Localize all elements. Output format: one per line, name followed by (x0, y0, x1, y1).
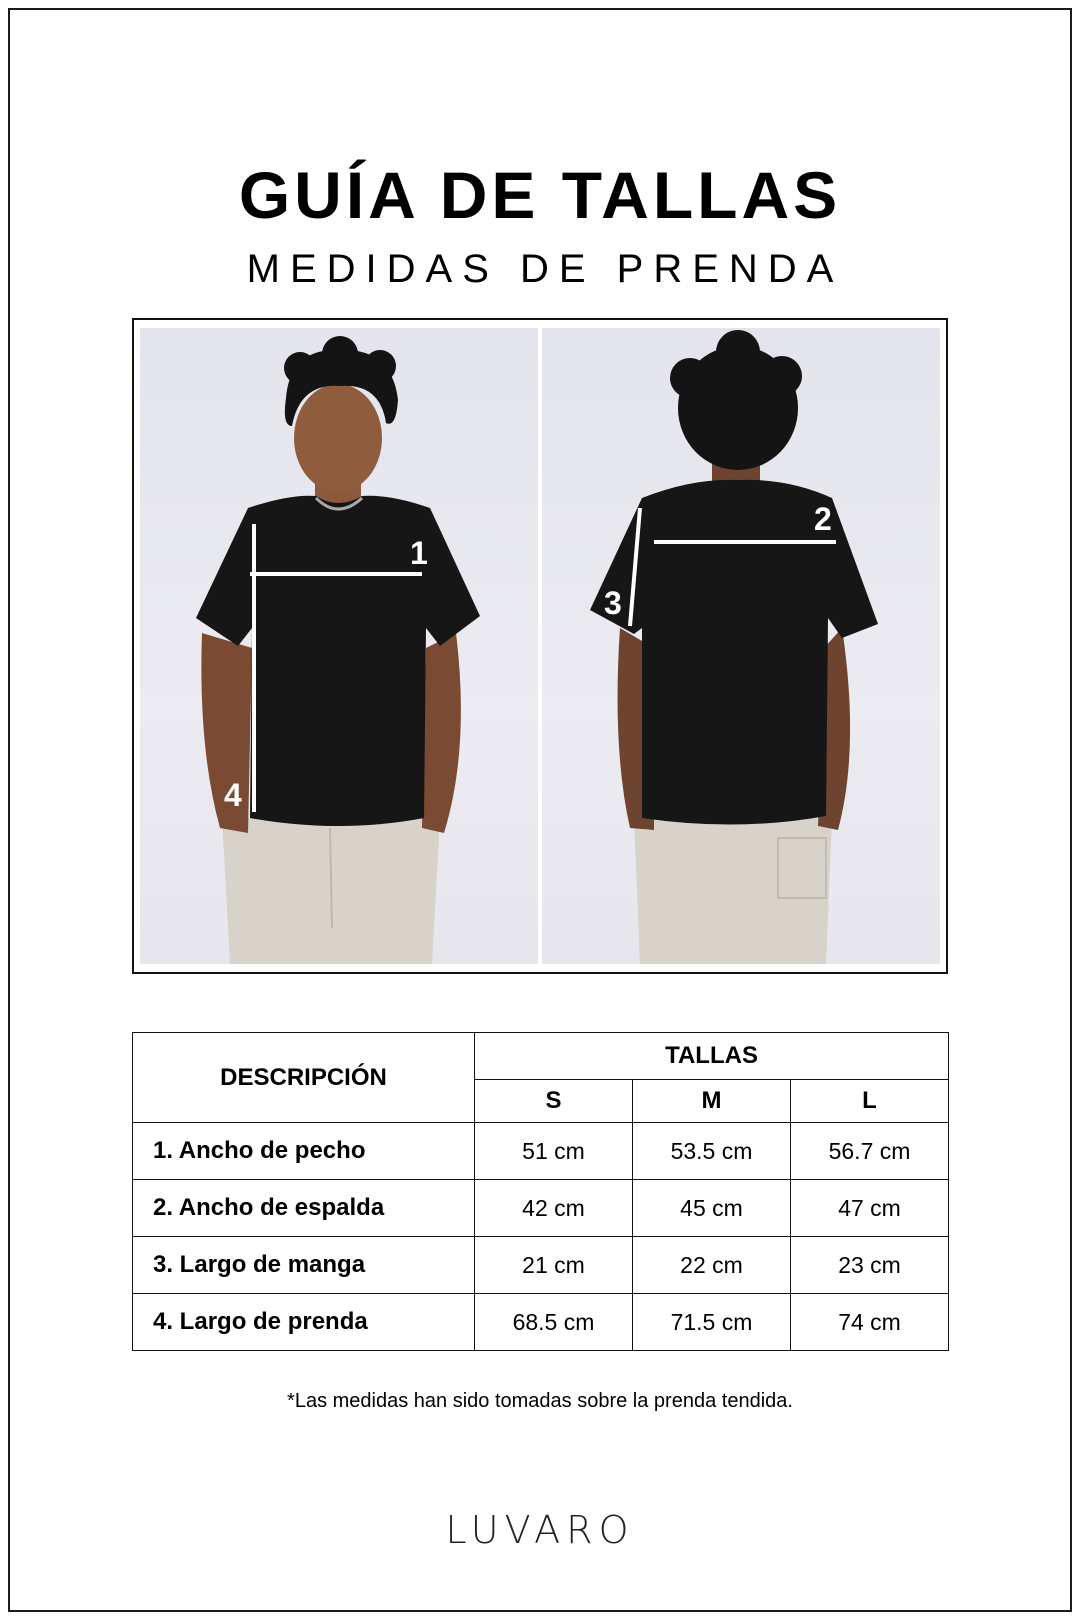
measure-label-3: 3 (604, 585, 622, 621)
row-label: 2. Ancho de espalda (133, 1180, 475, 1237)
table-row (133, 1237, 949, 1294)
back-view-photo (542, 328, 940, 964)
table-row (133, 1294, 949, 1351)
page-subtitle: MEDIDAS DE PRENDA (246, 247, 844, 291)
cell-value: 51 cm (475, 1123, 633, 1180)
cell-value: 56.7 cm (791, 1123, 949, 1180)
cell-value: 21 cm (475, 1237, 633, 1294)
model-photos (132, 318, 948, 974)
row-label: 1. Ancho de pecho (133, 1123, 475, 1180)
measure-label-4: 4 (224, 777, 242, 813)
cell-value: 71.5 cm (633, 1294, 791, 1351)
measurement-note: *Las medidas han sido tomadas sobre la prenda tendida. (287, 1390, 793, 1412)
measure-label-2: 2 (814, 501, 832, 537)
brand-logo: LUVARO (445, 1508, 635, 1552)
cell-value: 42 cm (475, 1180, 633, 1237)
cell-value: 74 cm (791, 1294, 949, 1351)
cell-value: 23 cm (791, 1237, 949, 1294)
table-row (133, 1123, 949, 1180)
page-title: GUÍA DE TALLAS (238, 158, 842, 232)
cell-value: 22 cm (633, 1237, 791, 1294)
sizes-header: TALLAS (475, 1033, 949, 1080)
cell-value: 68.5 cm (475, 1294, 633, 1351)
measure-label-1: 1 (410, 535, 428, 571)
table-row (133, 1180, 949, 1237)
description-header: DESCRIPCIÓN (133, 1033, 475, 1123)
cell-value: 45 cm (633, 1180, 791, 1237)
row-label: 4. Largo de prenda (133, 1294, 475, 1351)
row-label: 3. Largo de manga (133, 1237, 475, 1294)
size-l-header: L (791, 1080, 949, 1123)
table-header-row (133, 1033, 949, 1080)
cell-value: 53.5 cm (633, 1123, 791, 1180)
cell-value: 47 cm (791, 1180, 949, 1237)
size-table (132, 1032, 949, 1351)
size-m-header: M (633, 1080, 791, 1123)
front-view-photo (140, 328, 538, 964)
size-s-header: S (475, 1080, 633, 1123)
